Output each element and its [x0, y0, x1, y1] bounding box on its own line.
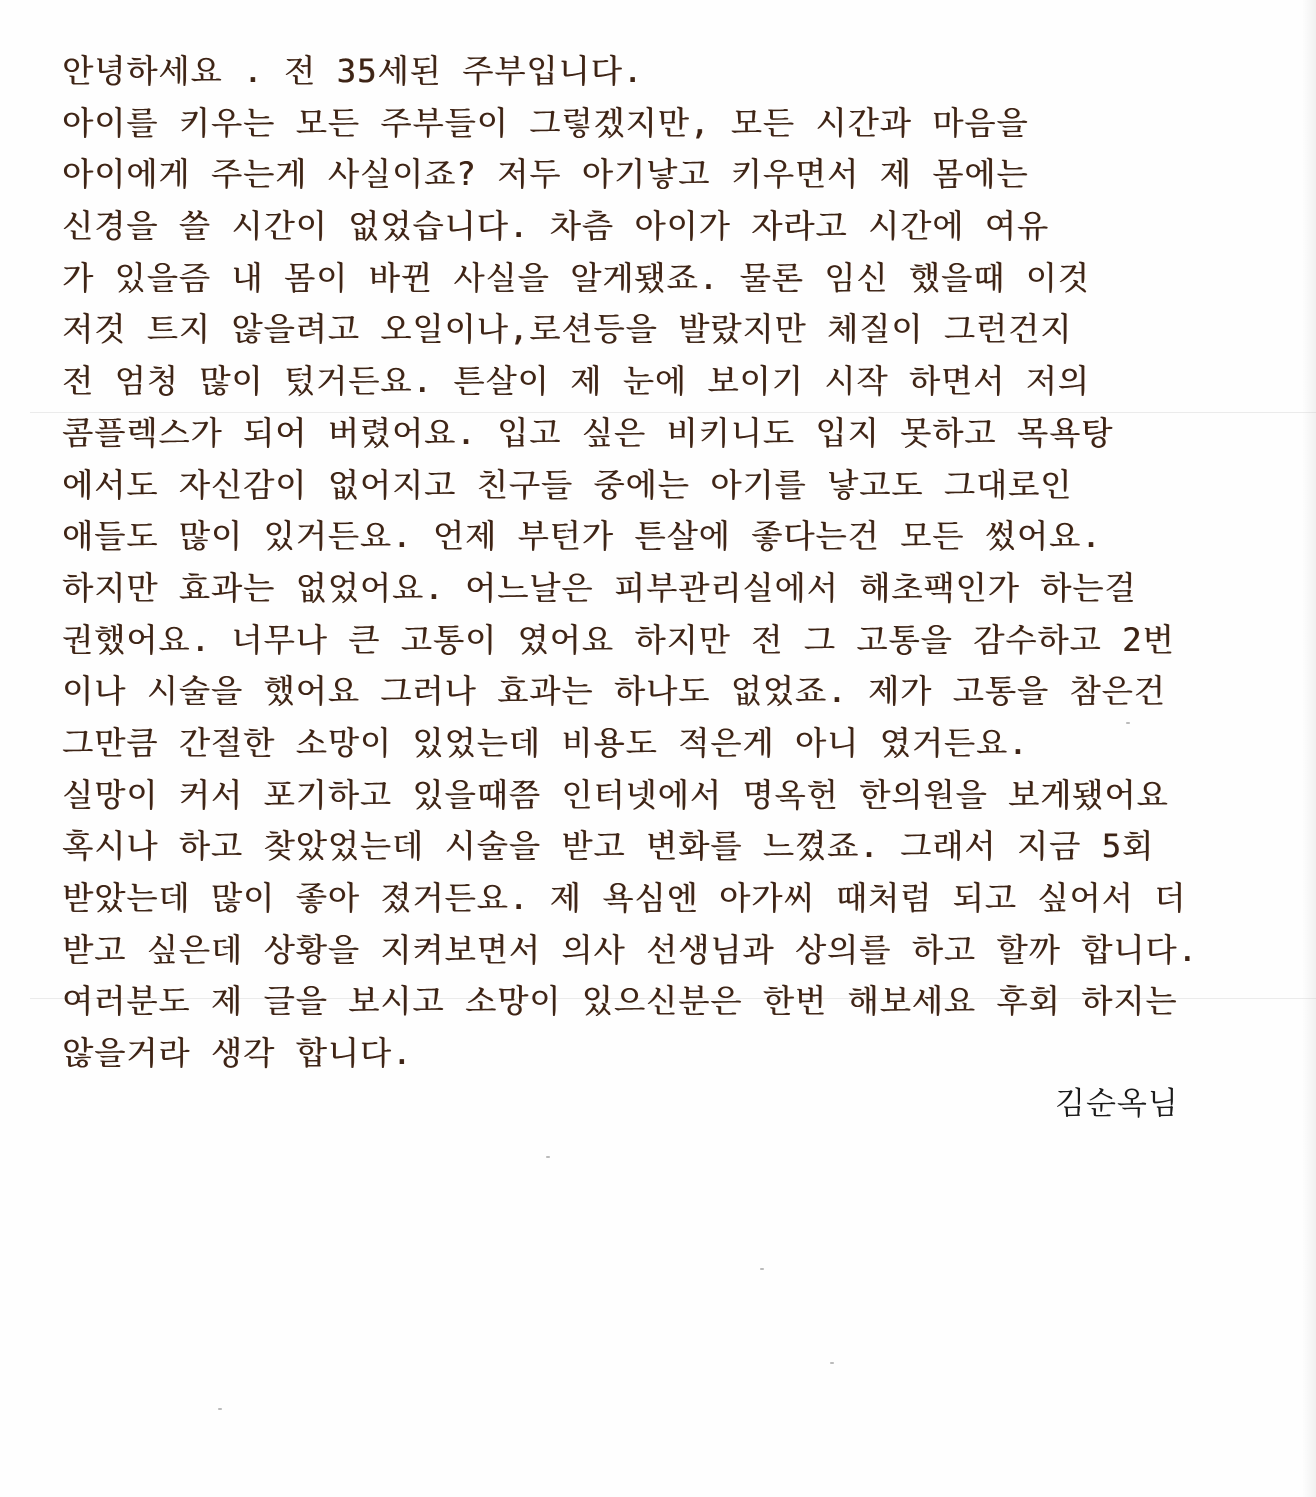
scan-speck — [546, 1156, 550, 1158]
letter-line: 권했어요. 너무나 큰 고통이 였어요 하지만 전 그 고통을 감수하고 2번 — [62, 620, 1175, 659]
letter-line: 혹시나 하고 찾았었는데 시술을 받고 변화를 느꼈죠. 그래서 지금 5회 — [62, 827, 1155, 866]
letter-line: 받았는데 많이 좋아 졌거든요. 제 욕심엔 아가씨 때처럼 되고 싶어서 더 — [62, 879, 1187, 917]
letter-line: 전 엄청 많이 텄거든요. 튼살이 제 눈에 보이기 시작 하면서 저의 — [62, 362, 1090, 401]
letter-line: 애들도 많이 있거든요. 언제 부턴가 튼살에 좋다는건 모든 썼어요. — [62, 517, 1102, 556]
letter-line: 에서도 자신감이 없어지고 친구들 중에는 아기를 낳고도 그대로인 — [62, 465, 1073, 504]
letter-line: 않을거라 생각 합니다. — [62, 1034, 413, 1073]
letter-line: 이나 시술을 했어요 그러나 효과는 하나도 없었죠. 제가 고통을 참은건 — [62, 672, 1166, 711]
signature-name: 김순옥님 — [1055, 1086, 1179, 1122]
letter-line: 아이에게 주는게 사실이죠? 저두 아기낳고 키우면서 제 몸에는 — [62, 155, 1029, 194]
scan-speck — [218, 1408, 222, 1410]
letter-line: 신경을 쓸 시간이 없었습니다. 차츰 아이가 자라고 시간에 여유 — [62, 207, 1049, 246]
letter-body — [62, 46, 1302, 1080]
letter-line: 실망이 커서 포기하고 있을때쯤 인터넷에서 명옥헌 한의원을 보게됐어요 — [62, 775, 1169, 814]
letter-line: 저것 트지 않을려고 오일이나,로션등을 발랐지만 체질이 그런건지 — [62, 310, 1073, 349]
letter-line: 안녕하세요 . 전 35세된 주부입니다. — [62, 52, 644, 90]
letter-line: 하지만 효과는 없었어요. 어느날은 피부관리실에서 해초팩인가 하는걸 — [62, 568, 1137, 607]
scan-speck — [830, 1362, 834, 1364]
letter-line: 여러분도 제 글을 보시고 소망이 있으신분은 한번 해보세요 후회 하지는 — [62, 982, 1178, 1021]
paper-edge-shadow — [1302, 0, 1316, 1497]
letter-line: 가 있을즘 내 몸이 바뀐 사실을 알게됐죠. 물론 임신 했을때 이것 — [62, 258, 1090, 297]
scan-speck — [760, 1268, 764, 1270]
letter-line: 그만큼 간절한 소망이 있었는데 비용도 적은게 아니 였거든요. — [62, 723, 1029, 762]
letter-line: 아이를 키우는 모든 주부들이 그렇겠지만, 모든 시간과 마음을 — [62, 103, 1029, 142]
letter-line: 받고 싶은데 상황을 지켜보면서 의사 선생님과 상의를 하고 할까 합니다. — [62, 930, 1198, 969]
letter-line: 콤플렉스가 되어 버렸어요. 입고 싶은 비키니도 입지 못하고 목욕탕 — [62, 413, 1114, 452]
